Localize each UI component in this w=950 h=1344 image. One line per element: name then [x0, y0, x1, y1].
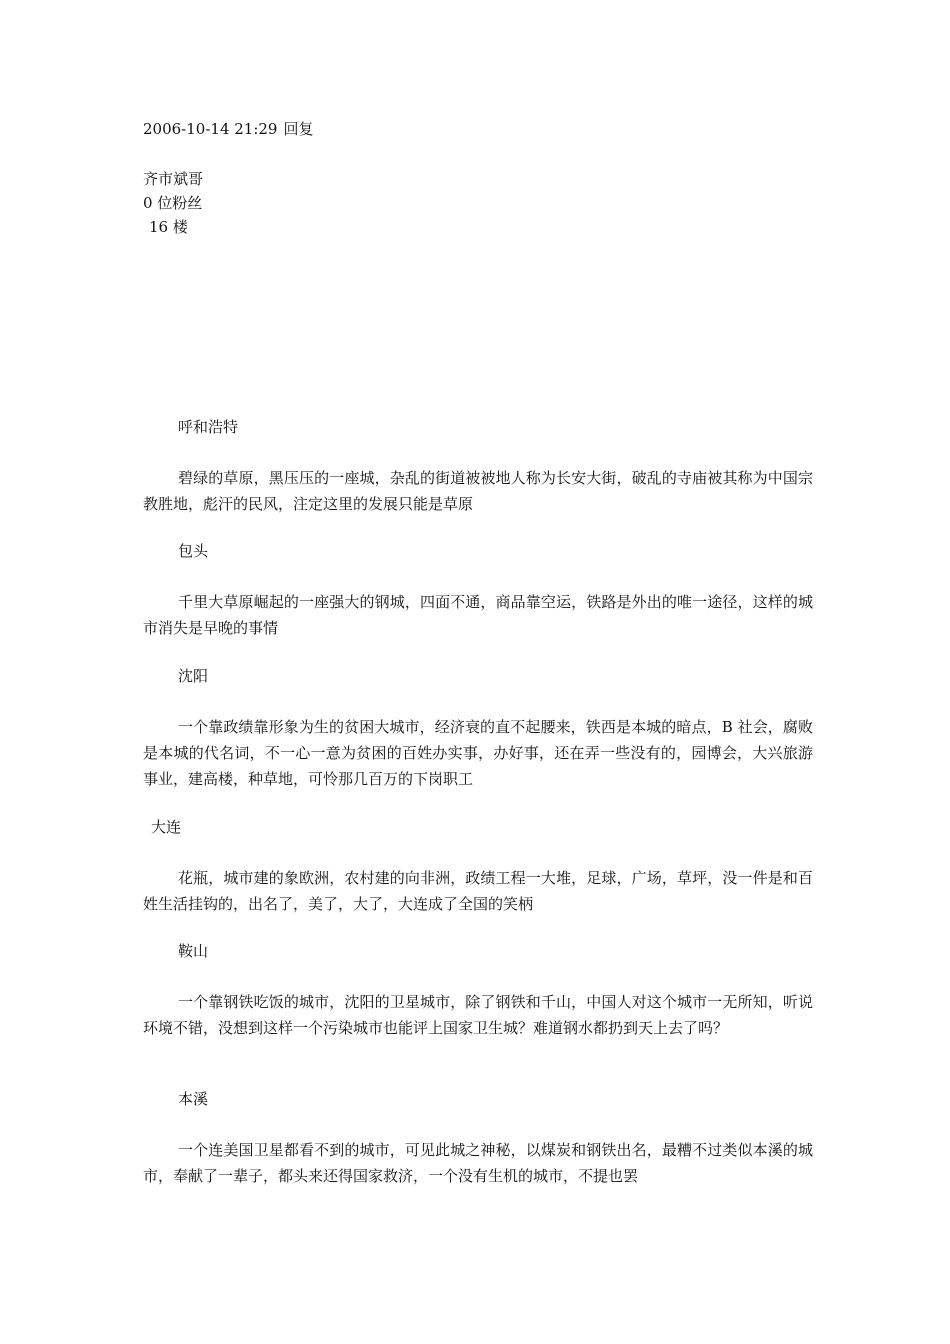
- city-description: 千里大草原崛起的一座强大的钢城，四面不通，商品靠空运，铁路是外出的唯一途径，这样的城市消失是早晚的事情: [143, 593, 813, 637]
- city-heading: 沈阳: [178, 667, 209, 685]
- city-section-baotou: [143, 539, 813, 641]
- floor-number: 16 楼: [149, 218, 188, 236]
- city-section-anshan: [143, 939, 813, 1041]
- post-header: [143, 117, 314, 141]
- fan-count: 0 位粉丝: [143, 194, 203, 212]
- city-section-benxi: [143, 1087, 813, 1189]
- city-description: 一个连美国卫星都看不到的城市，可见此城之神秘，以煤炭和钢铁出名，最糟不过类似本溪的城市，奉献了一辈子，都头来还得国家救济，一个没有生机的城市，不提也罢: [143, 1141, 813, 1185]
- reply-link[interactable]: 回复: [283, 120, 314, 138]
- city-heading: 鞍山: [178, 942, 209, 960]
- city-section-shenyang: [143, 664, 813, 792]
- city-heading: 呼和浩特: [178, 418, 239, 436]
- city-description: 花瓶，城市建的象欧洲，农村建的向非洲，政绩工程一大堆，足球，广场，草坪，没一件是和百姓生活挂钩的，出名了，美了，大了，大连成了全国的笑柄: [143, 869, 813, 913]
- post-timestamp: 2006-10-14 21:29: [143, 120, 278, 138]
- city-description: 一个靠政绩靠形象为生的贫困大城市，经济衰的直不起腰来，铁西是本城的暗点，B 社会，腐败是本城的代名词，不一心一意为贫困的百姓办实事，办好事，还在弄一些没有的，园博会，大兴旅游事业，建高楼，种草地，可怜那几百万的下岗职工: [143, 718, 813, 788]
- city-heading: 本溪: [178, 1090, 209, 1108]
- city-section-dalian: [143, 815, 813, 917]
- city-heading: 包头: [178, 542, 209, 560]
- city-heading: 大连: [151, 818, 182, 836]
- city-description: 碧绿的草原，黑压压的一座城，杂乱的街道被被地人称为长安大街，破乱的寺庙被其称为中国宗教胜地，彪汗的民风，注定这里的发展只能是草原: [143, 469, 813, 513]
- city-description: 一个靠钢铁吃饭的城市，沈阳的卫星城市，除了钢铁和千山，中国人对这个城市一无所知，听说环境不错，没想到这样一个污染城市也能评上国家卫生城？难道钢水都扔到天上去了吗？: [143, 993, 813, 1037]
- author-name[interactable]: 齐市斌哥: [143, 170, 204, 188]
- city-section-hohhot: [143, 415, 813, 517]
